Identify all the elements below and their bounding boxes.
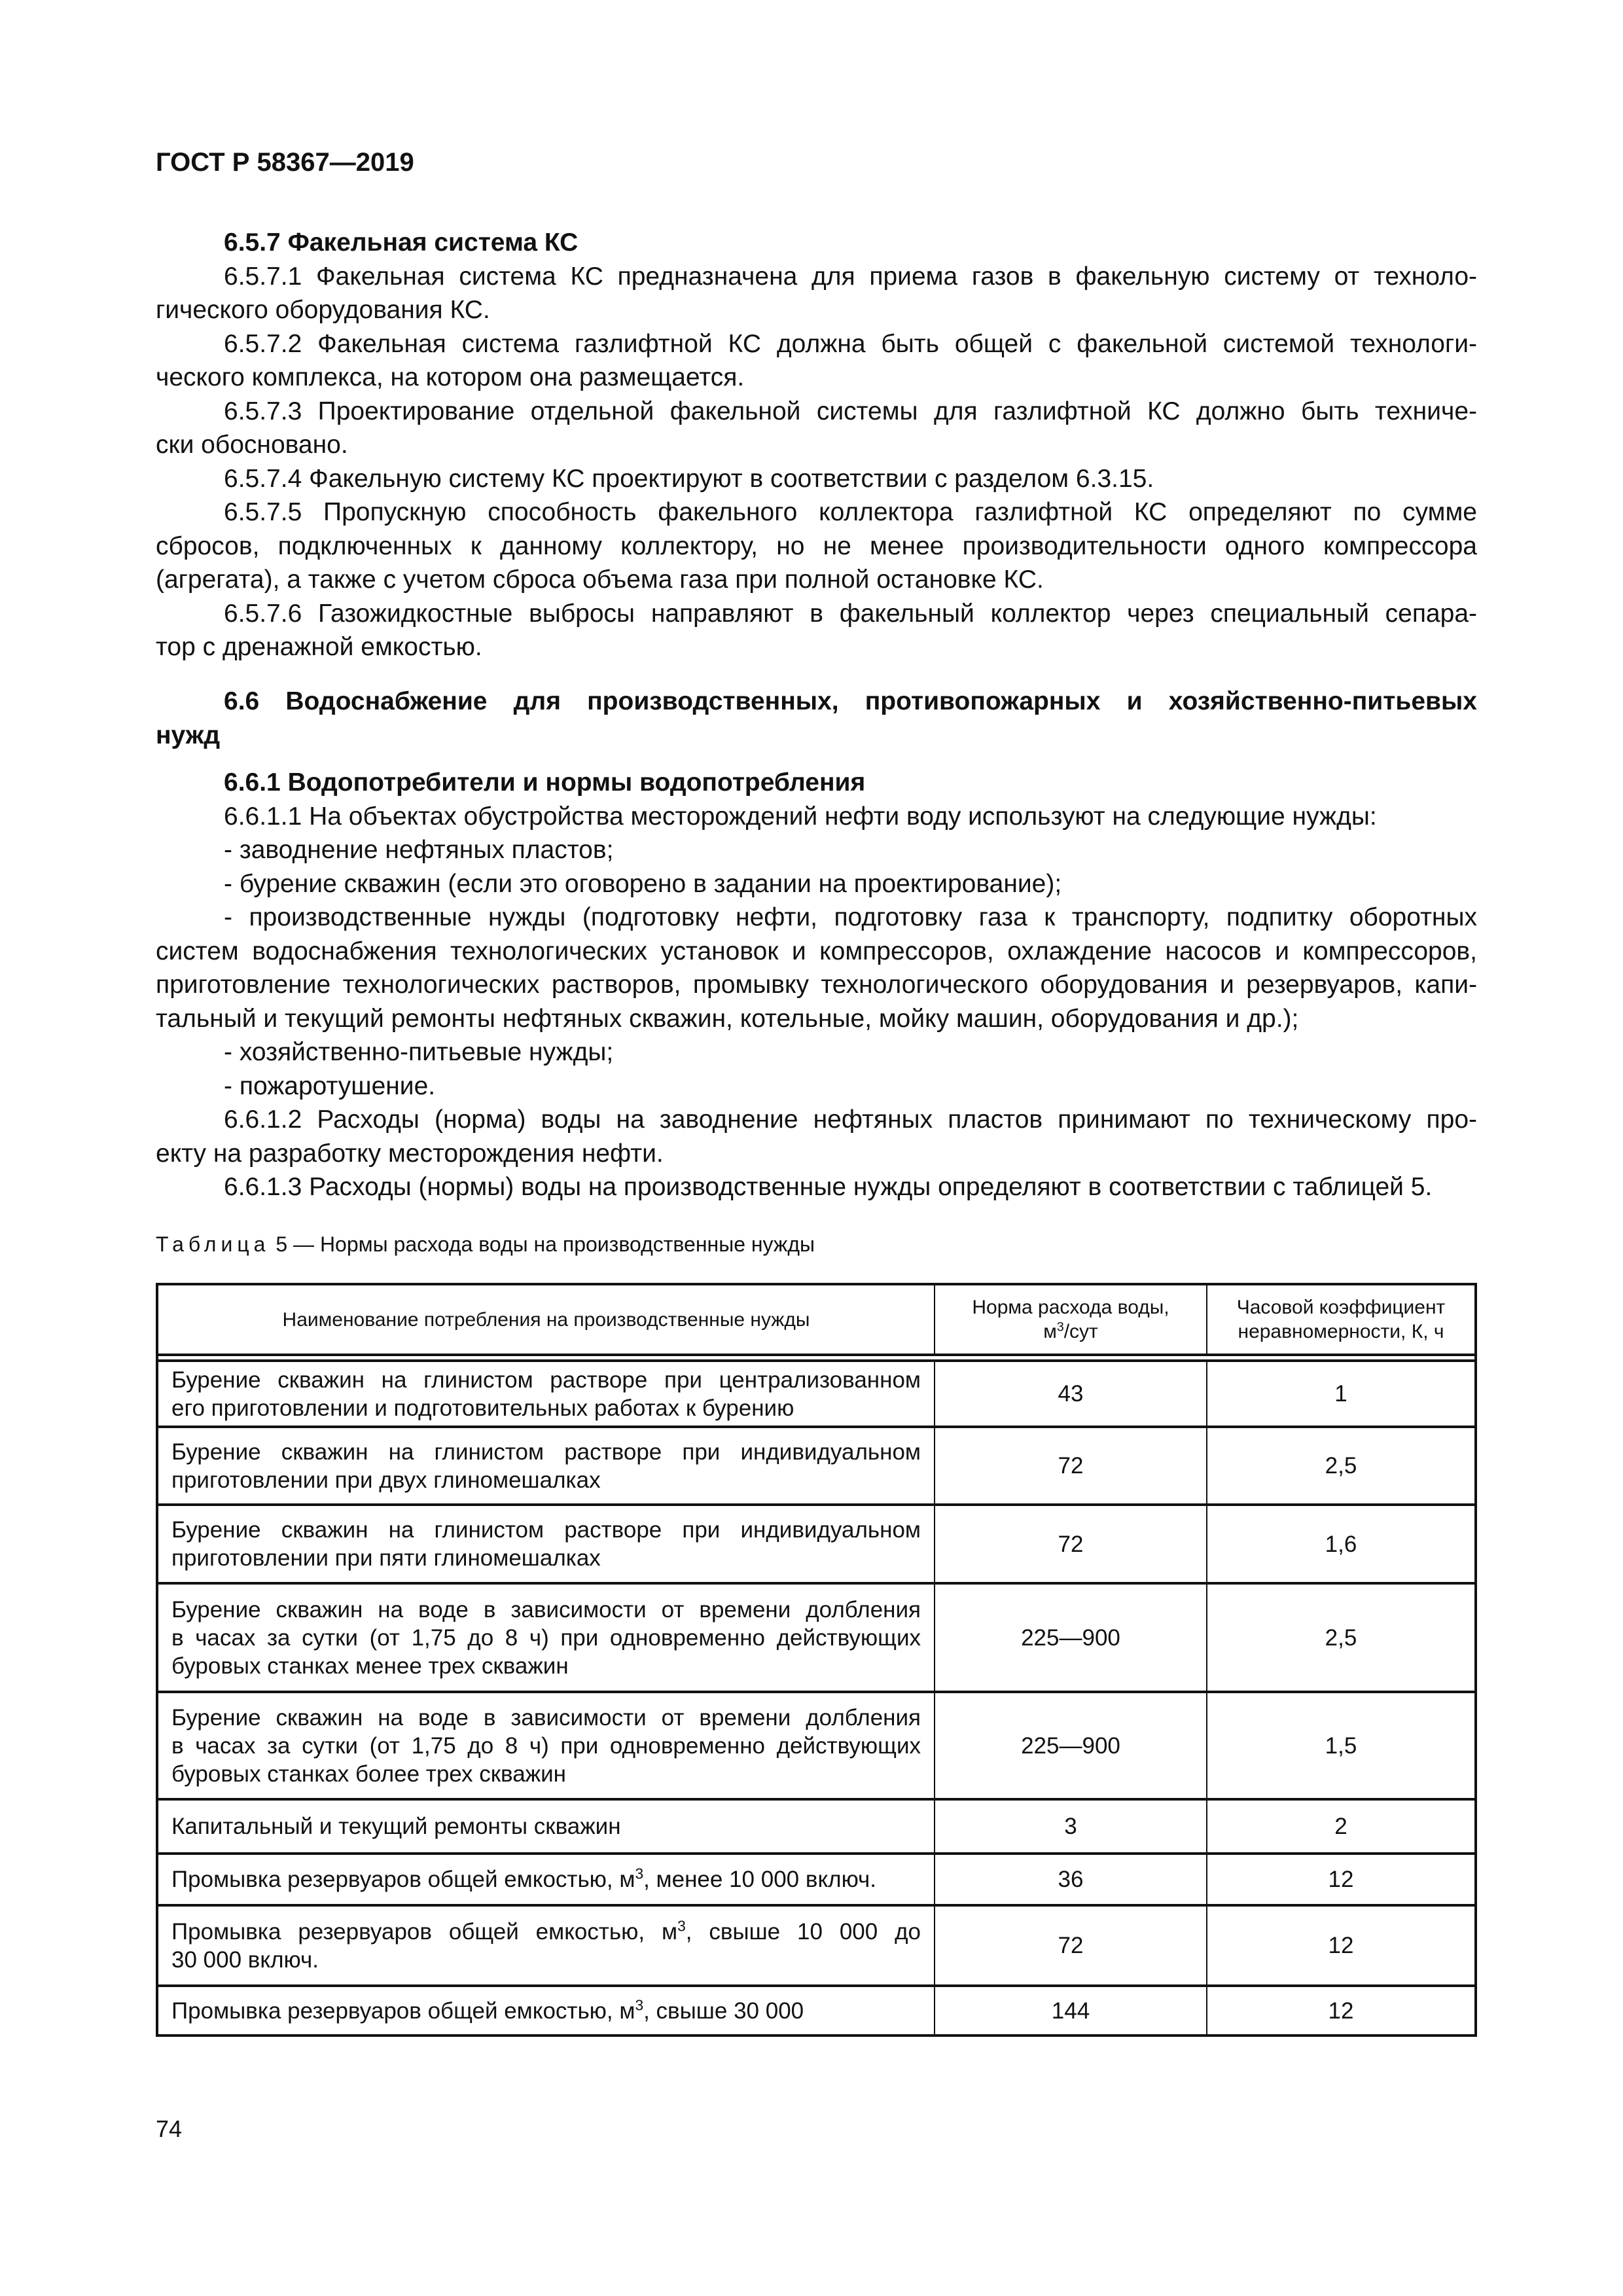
water-norm-cell: 72 bbox=[935, 1428, 1207, 1503]
text-line: 6.6.1.3 Расходы (нормы) воды на производственные нужды определяют в соответствии с таблицей 5. bbox=[224, 1173, 1433, 1201]
table-caption bbox=[156, 1232, 815, 1257]
consumption-name-cell: Бурение скважин на воде в зависимости от времени долбления в часах за сутки (от 1,75 до 8 ч) при одновременно действующих буровых станках более трех скважин bbox=[158, 1693, 935, 1798]
text-line: тор с дренажной емкостью. bbox=[156, 633, 482, 661]
text-line: 6.5.7.4 Факельную систему КС проектируют в соответствии с разделом 6.3.15. bbox=[224, 464, 1154, 493]
paragraph bbox=[156, 901, 1477, 1035]
text-line: 6.5.7.6 Газожидкостные выбросы направляют в факельный коллектор через специальный сепара- bbox=[224, 599, 1477, 628]
paragraph bbox=[156, 1035, 1477, 1069]
document-code-header: ГОСТ Р 58367—2019 bbox=[156, 148, 414, 177]
water-norm-cell: 72 bbox=[935, 1506, 1207, 1582]
table-row bbox=[158, 1798, 1474, 1852]
consumption-name-cell: Промывка резервуаров общей емкостью, $м^3$, свыше 10 000 до 30 000 включ. bbox=[158, 1907, 935, 1984]
water-norm-cell: 72 bbox=[935, 1907, 1207, 1984]
table-row bbox=[158, 1503, 1474, 1582]
text-line: екту на разработку месторождения нефти. bbox=[156, 1139, 664, 1168]
table-row bbox=[158, 1691, 1474, 1798]
water-norms-table bbox=[156, 1283, 1477, 2037]
paragraph bbox=[156, 327, 1477, 395]
text-line: - бурение скважин (если это оговорено в задании на проектирование); bbox=[224, 869, 1062, 898]
text-line: 6.5.7.5 Пропускную способность факельного коллектора газлифтной КС определяют по сумме bbox=[224, 498, 1477, 526]
water-norm-cell: 225—900 bbox=[935, 1693, 1207, 1798]
column-header: Часовой коэффициент неравномерности, К, ч bbox=[1236, 1297, 1446, 1342]
paragraph bbox=[156, 833, 1477, 867]
paragraph bbox=[156, 1170, 1477, 1204]
table-caption-label: Таблица bbox=[156, 1232, 270, 1256]
water-norm-cell: 36 bbox=[935, 1855, 1207, 1904]
text-line: 6.5.7.3 Проектирование отдельной факельной системы для газлифтной КС должно быть техниче- bbox=[224, 397, 1477, 425]
paragraph bbox=[156, 1069, 1477, 1103]
text-line: 6.5.7.1 Факельная система КС предназначена для приема газов в факельную систему от техноло- bbox=[224, 262, 1477, 291]
hourly-coefficient-cell: 12 bbox=[1328, 1998, 1354, 2024]
text-block bbox=[156, 226, 1477, 664]
paragraph bbox=[156, 495, 1477, 597]
hourly-coefficient-cell: 12 bbox=[1328, 1933, 1354, 1958]
text-block bbox=[156, 766, 1477, 1204]
table-row bbox=[158, 1354, 1474, 1426]
consumption-name-cell: Промывка резервуаров общей емкостью, $м^3$, свыше 30 000 bbox=[158, 1987, 935, 2034]
text-line: (агрегата), а также с учетом сброса объема газа при полной остановке КС. bbox=[156, 565, 1044, 594]
text-line: систем водоснабжения технологических установок и компрессоров, охлаждение насосов и компрессоров, bbox=[156, 937, 1477, 965]
text-line: - пожаротушение. bbox=[224, 1071, 436, 1100]
text-line: - заводнение нефтяных пластов; bbox=[224, 836, 614, 864]
page-number: 74 bbox=[156, 2115, 183, 2142]
section-heading bbox=[156, 226, 1477, 260]
text-line: - хозяйственно-питьевые нужды; bbox=[224, 1038, 614, 1066]
consumption-name-cell: Бурение скважин на глинистом растворе при централизованном его приготовлении и подготовительных работах к бурению bbox=[158, 1362, 935, 1426]
paragraph bbox=[156, 597, 1477, 664]
hourly-coefficient-cell: 2 bbox=[1334, 1814, 1347, 1839]
text-line: приготовление технологических растворов, промывку технологического оборудования и резервуаров, капи- bbox=[156, 971, 1477, 999]
consumption-name-cell: Капитальный и текущий ремонты скважин bbox=[158, 1801, 935, 1852]
water-norm-cell: 144 bbox=[935, 1987, 1207, 2034]
consumption-name-cell: Промывка резервуаров общей емкостью, $м^3$, менее 10 000 включ. bbox=[158, 1855, 935, 1904]
consumption-name-cell: Бурение скважин на глинистом растворе при индивидуальном приготовлении при двух глиномешалках bbox=[158, 1428, 935, 1503]
text-line: 6.5.7 Факельная система КС bbox=[224, 228, 579, 257]
table-row bbox=[158, 1904, 1474, 1984]
text-line: 6.6.1.2 Расходы (норма) воды на заводнение нефтяных пластов принимают по техническому про- bbox=[224, 1105, 1477, 1134]
text-line: 6.6 Водоснабжение для производственных, противопожарных и хозяйственно-питьевых bbox=[224, 687, 1477, 715]
hourly-coefficient-cell: 2,5 bbox=[1325, 1453, 1357, 1479]
text-line: 6.6.1.1 На объектах обустройства месторождений нефти воду используют на следующие нужды: bbox=[224, 802, 1377, 831]
consumption-name-cell: Бурение скважин на глинистом растворе при индивидуальном приготовлении при пяти глиномешалках bbox=[158, 1506, 935, 1582]
section-heading bbox=[156, 685, 1477, 752]
paragraph bbox=[156, 800, 1477, 834]
column-header: Норма расхода воды, $м^3$/сут bbox=[935, 1285, 1207, 1354]
paragraph bbox=[156, 462, 1477, 496]
water-norm-cell: 225—900 bbox=[935, 1585, 1207, 1691]
text-line: 6.6.1 Водопотребители и нормы водопотребления bbox=[224, 768, 866, 797]
table-header-row bbox=[158, 1285, 1474, 1354]
consumption-name-cell: Бурение скважин на воде в зависимости от времени долбления в часах за сутки (от 1,75 до 8 ч) при одновременно действующих буровых станках менее трех скважин bbox=[158, 1585, 935, 1691]
text-block bbox=[156, 685, 1477, 752]
text-line: ски обосновано. bbox=[156, 431, 348, 459]
text-line: тальный и текущий ремонты нефтяных скважин, котельные, мойку машин, оборудования и др.); bbox=[156, 1004, 1299, 1033]
text-line: 6.5.7.2 Факельная система газлифтной КС должна быть общей с факельной системой технологи- bbox=[224, 329, 1477, 358]
water-norm-cell: 3 bbox=[935, 1801, 1207, 1852]
section-heading bbox=[156, 766, 1477, 800]
paragraph bbox=[156, 395, 1477, 462]
table-row bbox=[158, 1984, 1474, 2034]
hourly-coefficient-cell: 1,6 bbox=[1325, 1531, 1357, 1557]
paragraph bbox=[156, 260, 1477, 327]
water-norm-cell: 43 bbox=[935, 1362, 1207, 1426]
paragraph bbox=[156, 1103, 1477, 1170]
hourly-coefficient-cell: 1 bbox=[1334, 1381, 1347, 1407]
table-caption-number: 5 — bbox=[270, 1232, 320, 1256]
text-line: нужд bbox=[156, 721, 221, 749]
table-row bbox=[158, 1426, 1474, 1503]
table-row bbox=[158, 1852, 1474, 1904]
text-line: сбросов, подключенных к данному коллектору, но не менее производительности одного компрессора bbox=[156, 531, 1477, 560]
text-line: ческого комплекса, на котором она размещается. bbox=[156, 363, 745, 391]
table-row bbox=[158, 1582, 1474, 1691]
table-caption-title: Нормы расхода воды на производственные нужды bbox=[319, 1232, 815, 1256]
hourly-coefficient-cell: 2,5 bbox=[1325, 1624, 1357, 1651]
text-line: - производственные нужды (подготовку нефти, подготовку газа к транспорту, подпитку оборотных bbox=[224, 903, 1477, 931]
paragraph bbox=[156, 867, 1477, 901]
text-line: гического оборудования КС. bbox=[156, 296, 490, 324]
hourly-coefficient-cell: 12 bbox=[1328, 1867, 1354, 1892]
hourly-coefficient-cell: 1,5 bbox=[1325, 1732, 1357, 1759]
column-header: Наименование потребления на производственные нужды bbox=[158, 1285, 935, 1354]
